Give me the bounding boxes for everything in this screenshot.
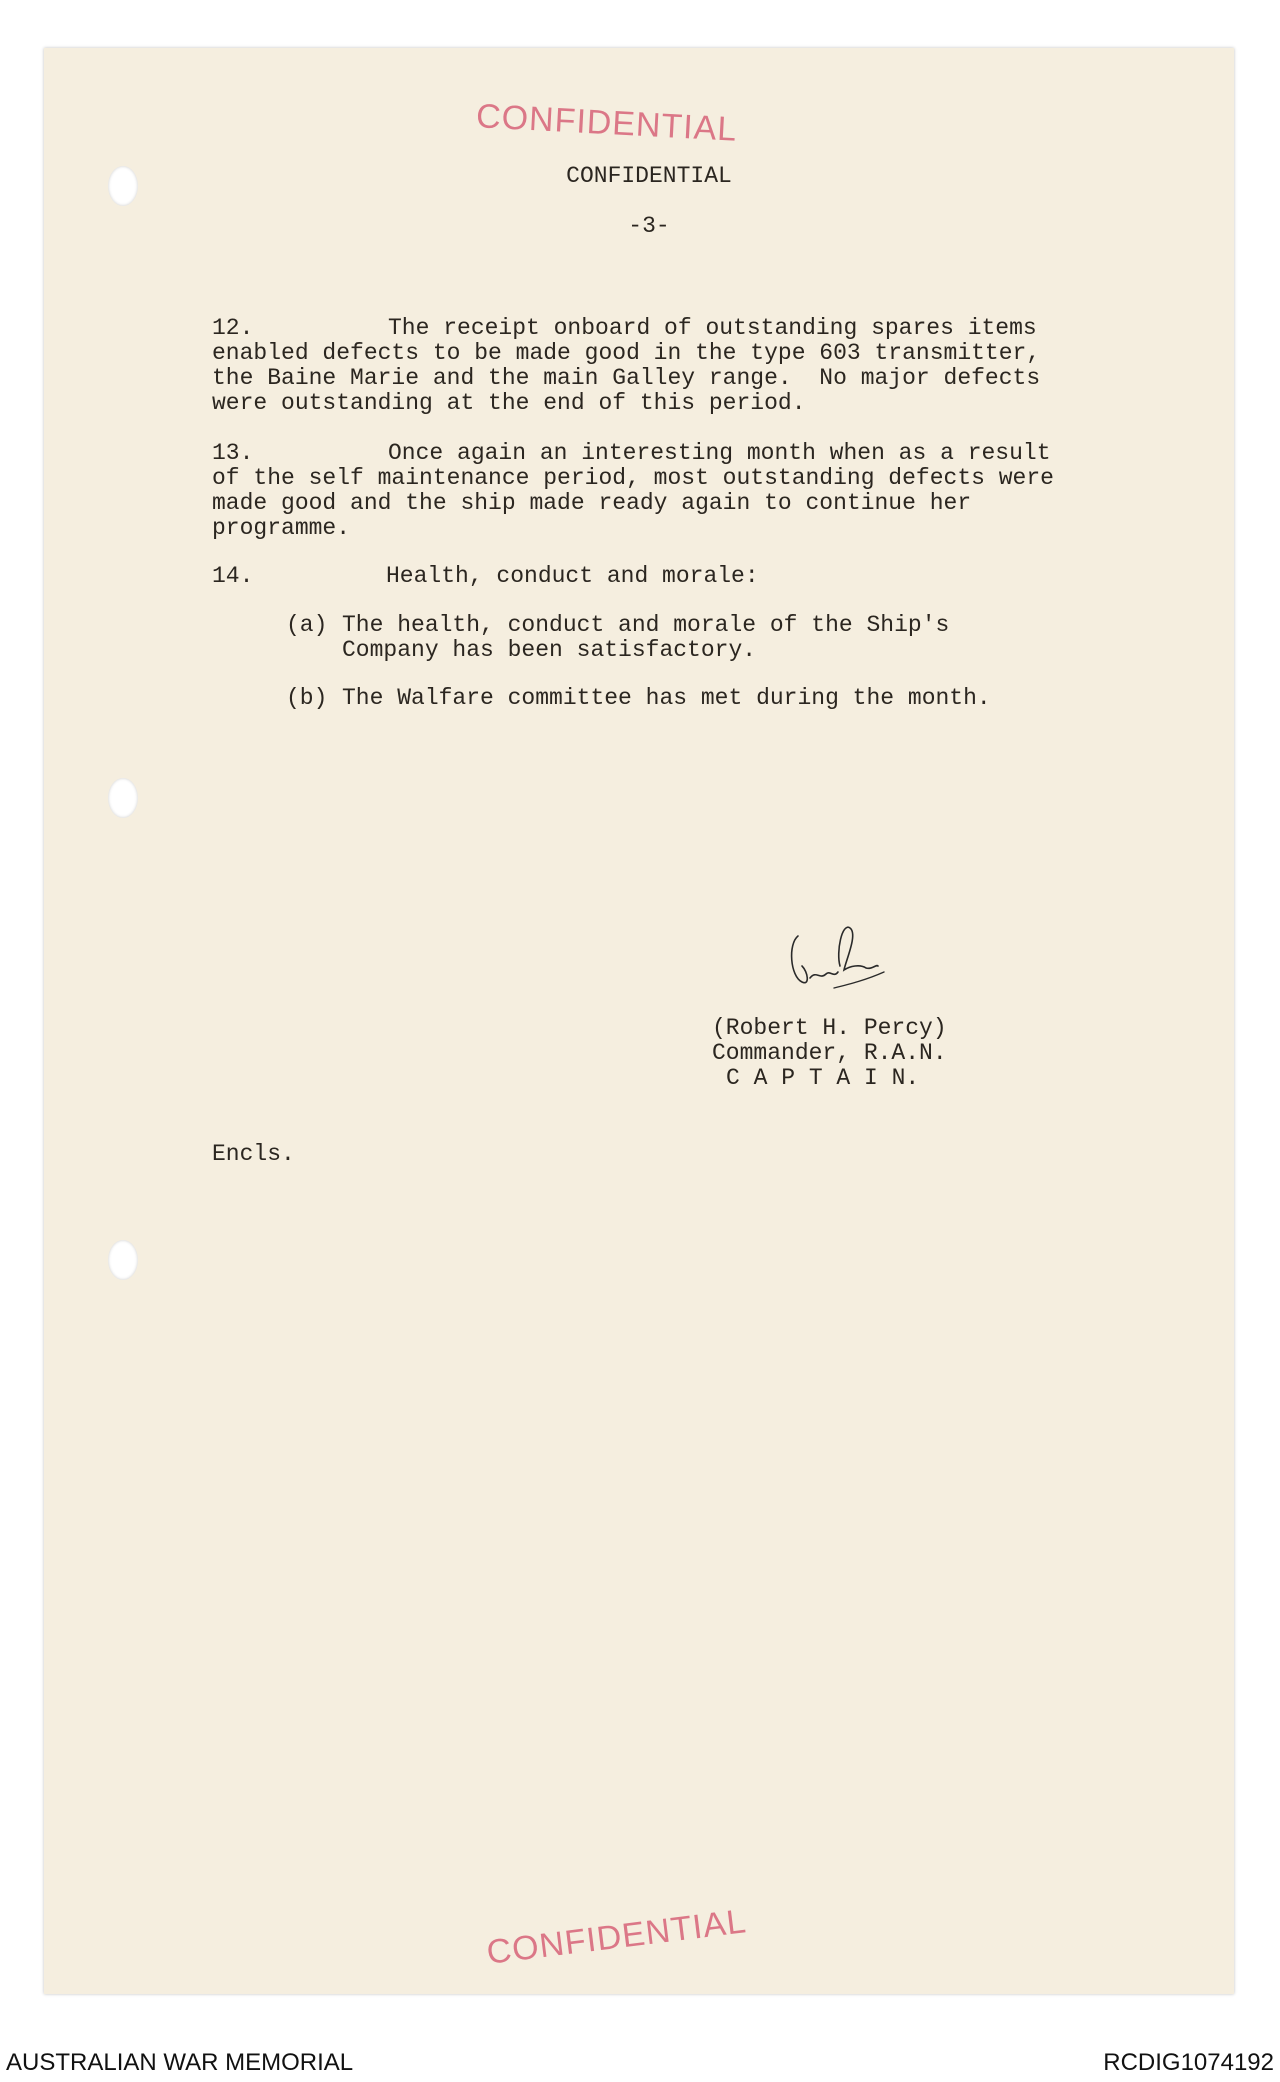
page-number: -3- (628, 213, 670, 239)
footer-record-id: RCDIG1074192 (1103, 2049, 1274, 2076)
paragraph-13-number: 13. (212, 440, 254, 466)
paragraph-14-heading: Health, conduct and morale: (386, 563, 759, 589)
item-a-line: Company has been satisfactory. (342, 637, 757, 663)
paragraph-12-line: enabled defects to be made good in the type 603 transmitter, (212, 340, 1041, 366)
paragraph-13-line: programme. (212, 515, 351, 541)
item-b-marker: (b) (286, 685, 328, 711)
item-a-marker: (a) (286, 612, 328, 638)
paragraph-12-line: The receipt onboard of outstanding spares items (388, 315, 1037, 341)
confidential-stamp-bottom: CONFIDENTIAL (484, 1902, 749, 1972)
paragraph-14-number: 14. (212, 563, 254, 589)
paragraph-13-line: of the self maintenance period, most outstanding defects were (212, 465, 1054, 491)
punch-hole-middle (108, 778, 138, 818)
paragraph-13-line: Once again an interesting month when as a result (388, 440, 1051, 466)
signatory-title: C A P T A I N. (726, 1065, 920, 1091)
enclosures-note: Encls. (212, 1141, 295, 1167)
classification-heading: CONFIDENTIAL (566, 163, 732, 189)
signatory-rank: Commander, R.A.N. (712, 1040, 947, 1066)
paragraph-12-number: 12. (212, 315, 254, 341)
paragraph-12-line: were outstanding at the end of this period. (212, 390, 806, 416)
item-b-line: The Walfare committee has met during the month. (342, 685, 991, 711)
handwritten-signature (780, 914, 910, 994)
paragraph-12-line: the Baine Marie and the main Galley range. No major defects (212, 365, 1041, 391)
footer-institution: AUSTRALIAN WAR MEMORIAL (6, 2049, 354, 2076)
punch-hole-bottom (108, 1240, 138, 1280)
signatory-name: (Robert H. Percy) (712, 1015, 947, 1041)
document-page (44, 48, 1234, 1994)
item-a-line: The health, conduct and morale of the Ship's (342, 612, 950, 638)
confidential-stamp-top: CONFIDENTIAL (475, 97, 739, 149)
paragraph-13-line: made good and the ship made ready again to continue her (212, 490, 972, 516)
